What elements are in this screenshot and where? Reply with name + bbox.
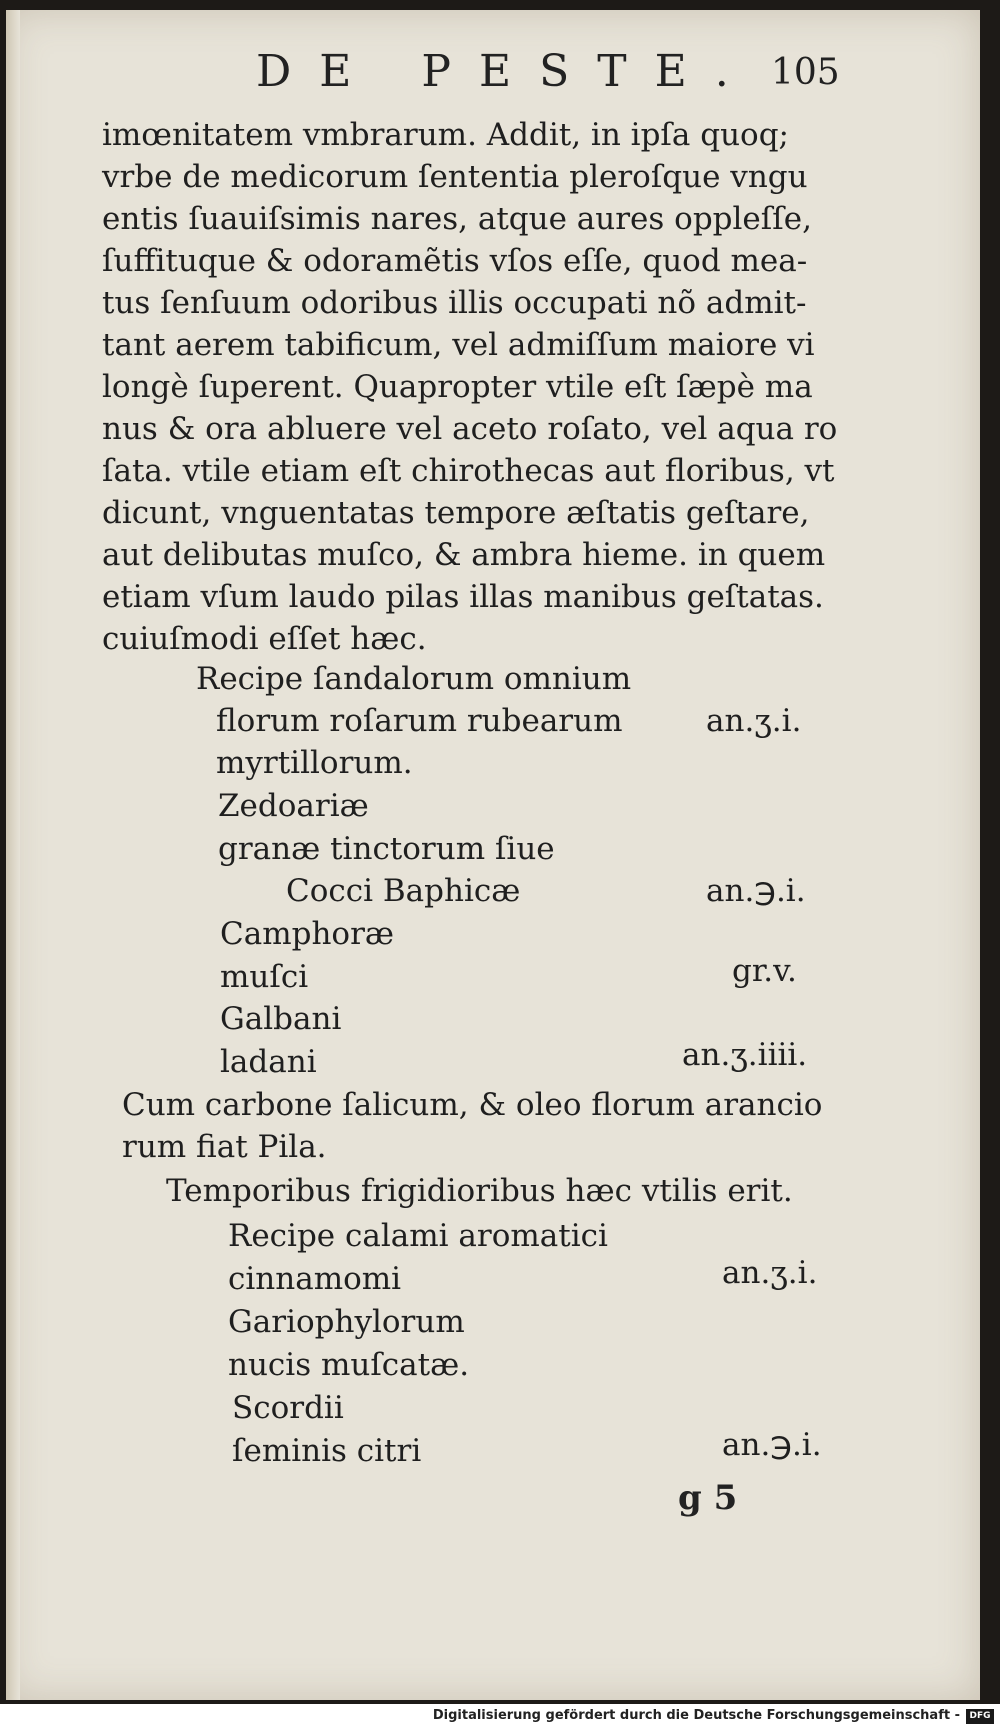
recipe-dose: gr.v. [732, 953, 797, 989]
text-line: cuiuſmodi eſſet hæc. [102, 621, 427, 657]
recipe-item: florum roſarum rubearum [216, 703, 623, 739]
recipe-dose: an.ʒ.iiii. [682, 1037, 808, 1073]
text-line: tus ſenſuum odoribus illis occupati nõ admit- [102, 285, 807, 321]
text-line: imœnitatem vmbrarum. Addit, in ipſa quoq; [102, 117, 789, 153]
recipe-item: myrtillorum. [216, 745, 413, 781]
recipe-dose: an.ʒ.i. [722, 1255, 818, 1291]
text-line: vrbe de medicorum ſententia pleroſque vngu [102, 159, 808, 195]
recipe-item: Recipe calami aromatici [228, 1218, 608, 1254]
text-line: nus & ora abluere vel aceto roſato, vel aqua ro [102, 411, 838, 447]
recipe-item: Camphoræ [220, 916, 395, 952]
text-line: dicunt, vnguentatas tempore æſtatis geſtare, [102, 495, 810, 531]
recipe-item: Galbani [220, 1001, 342, 1037]
recipe-item: nucis muſcatæ. [228, 1347, 470, 1383]
recipe-item: cinnamomi [228, 1261, 402, 1297]
recipe-item: ſeminis citri [232, 1433, 422, 1469]
recipe-item: ladani [220, 1044, 317, 1080]
recipe-dose: an.℈.i. [706, 873, 806, 909]
page-number: 105 [771, 52, 840, 93]
book-page [6, 10, 980, 1700]
credit-bar [0, 1704, 1000, 1730]
recipe-dose: an.℈.i. [722, 1427, 822, 1463]
text-line: aut delibutas muſco, & ambra hieme. in quem [102, 537, 826, 573]
transition-line: Temporibus frigidioribus hæc vtilis erit. [166, 1173, 793, 1209]
credit-text: Digitalisierung gefördert durch die Deutsche Forschungsgemeinschaft - [432, 1708, 960, 1723]
text-line: entis ſuauiſsimis nares, atque aures oppleſſe, [102, 201, 812, 237]
dfg-logo-icon: DFG [966, 1709, 994, 1724]
recipe-dose: an.ʒ.i. [706, 703, 802, 739]
text-line: ſata. vtile etiam eſt chirothecas aut floribus, vt [102, 453, 835, 489]
recipe-item: Scordii [232, 1390, 344, 1426]
recipe-item: Zedoariæ [218, 788, 369, 824]
text-line: etiam vſum laudo pilas illas manibus geſtatas. [102, 579, 824, 615]
instruction-line: rum fiat Pila. [122, 1129, 327, 1165]
recipe-list-1 [6, 10, 980, 1710]
text-line: ſuffituque & odoramẽtis vſos eſſe, quod mea- [102, 243, 808, 279]
recipe-item: granæ tinctorum ſiue [218, 831, 555, 867]
recipe-item: Cocci Baphicæ [286, 873, 521, 909]
running-title: DE PESTE. [256, 46, 757, 97]
recipe-item: muſci [220, 959, 309, 995]
instruction-line: Cum carbone ſalicum, & oleo florum arancio [122, 1087, 823, 1123]
signature-mark: g 5 [678, 1478, 738, 1518]
recipe-item: Gariophylorum [228, 1304, 465, 1340]
text-line: tant aerem tabificum, vel admiſſum maiore vi [102, 327, 815, 363]
recipe-item: Recipe ſandalorum omnium [196, 661, 632, 697]
text-line: longè ſuperent. Quapropter vtile eſt ſæpè ma [102, 369, 813, 405]
